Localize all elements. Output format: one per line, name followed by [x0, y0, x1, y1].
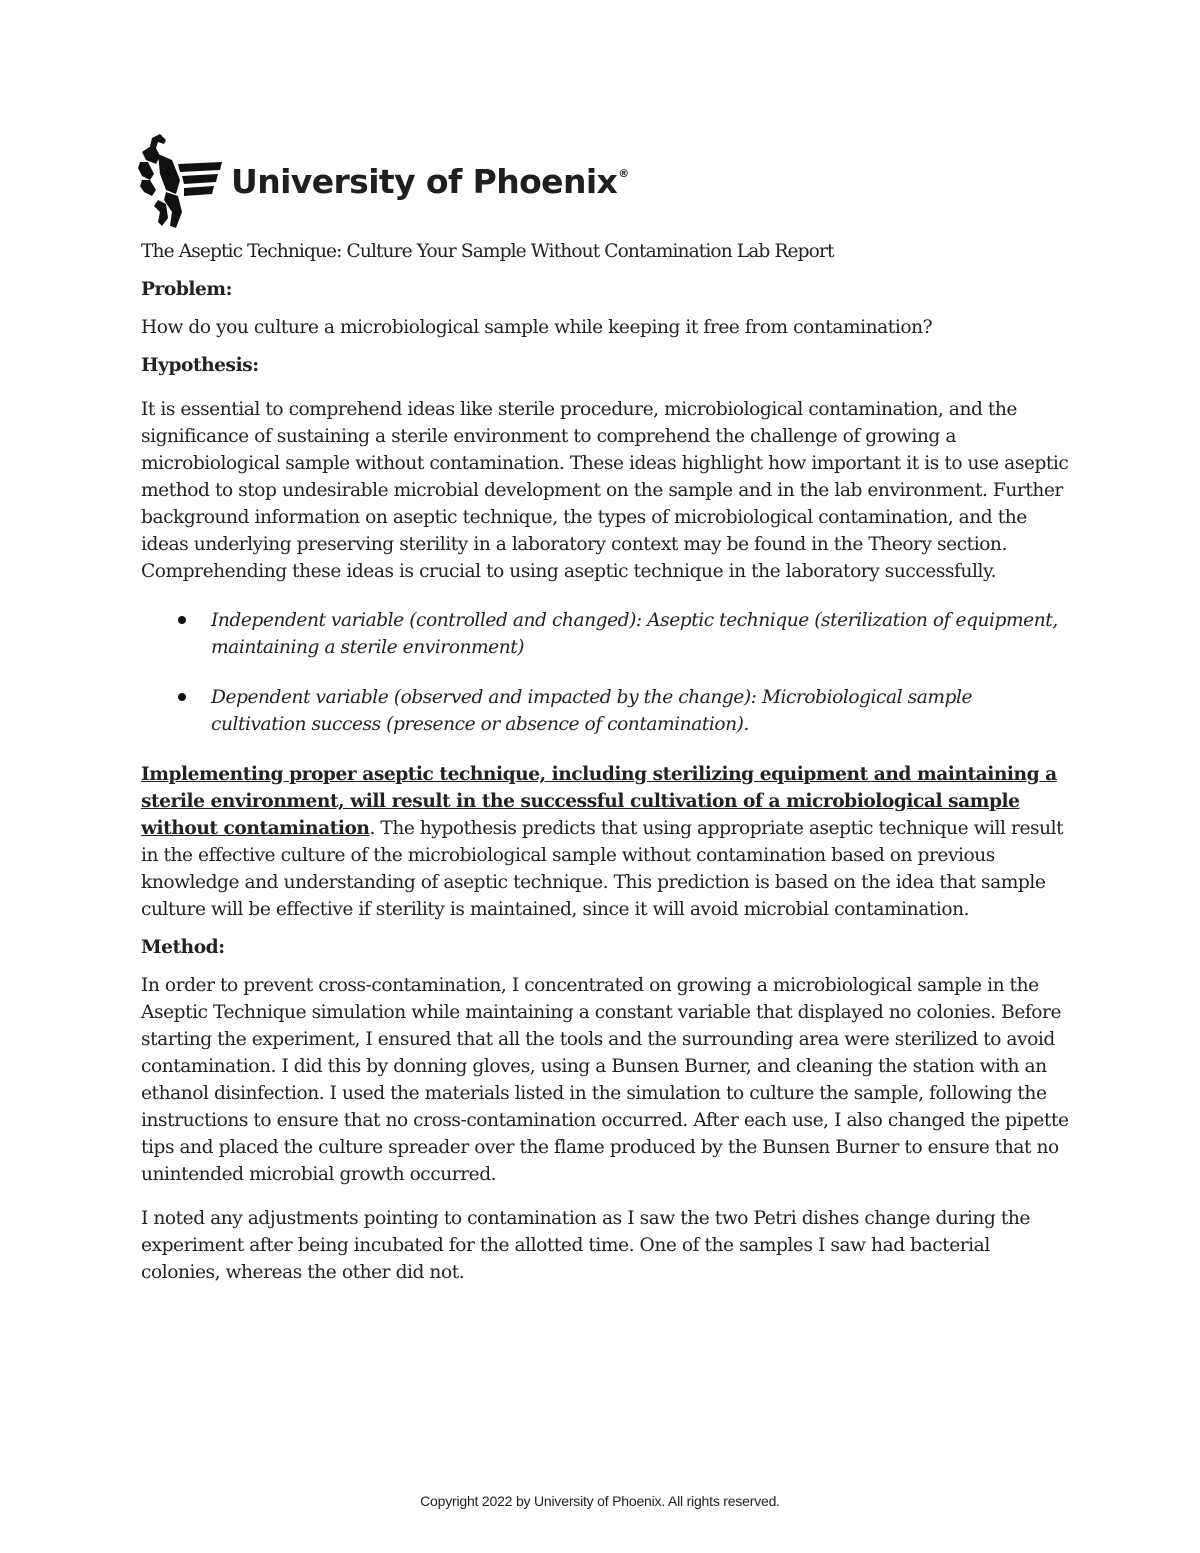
document-title: The Aseptic Technique: Culture Your Sample Without Contamination Lab Report — [141, 241, 834, 262]
problem-heading: Problem: — [141, 279, 233, 300]
university-logo — [138, 134, 629, 234]
hypothesis-heading: Hypothesis: — [141, 355, 259, 376]
method-paragraph-2: I noted any adjustments pointing to contamination as I saw the two Petri dishes change during the experiment after being incubated for the allotted time. One of the samples I saw had bacterial colonies, whereas the other did not. — [141, 1208, 1030, 1283]
list-item — [141, 684, 1071, 738]
variables-list — [141, 607, 1071, 738]
problem-text: How do you culture a microbiological sample while keeping it free from contamination? — [141, 317, 933, 338]
hypothesis-statement-rest: . The hypothesis predicts that using appropriate aseptic technique will result in the effective culture of the microbiological sample without contamination based on previous knowledge and understanding of aseptic technique. This prediction is based on the idea that sample culture will be effective if sterility is maintained, since it will avoid microbial contamination. — [141, 818, 1064, 920]
dependent-variable-text: Dependent variable (observed and impacted by the change): Microbiological sample cultivation success (presence or absence of contamination). — [211, 687, 973, 735]
method-heading: Method: — [141, 937, 225, 958]
registered-mark: ® — [618, 167, 629, 180]
hypothesis-intro: It is essential to comprehend ideas like sterile procedure, microbiological contamination, and the significance of sustaining a sterile environment to comprehend the challenge of growing a microbiological sample without contamination. These ideas highlight how important it is to use aseptic method to stop undesirable microbial development on the sample and in the lab environment. Further background information on aseptic technique, the types of microbiological contamination, and the ideas underlying preserving sterility in a laboratory context may be found in the Theory section. Comprehending these ideas is crucial to using aseptic technique in the laboratory successfully. — [141, 399, 1069, 582]
list-item — [141, 607, 1071, 661]
independent-variable-text: Independent variable (controlled and changed): Aseptic technique (sterilization of equipment, maintaining a sterile environment) — [211, 610, 1058, 658]
copyright-footer: Copyright 2022 by University of Phoenix. All rights reserved. — [420, 1493, 780, 1509]
phoenix-bird-icon — [138, 134, 222, 230]
document-body — [141, 238, 1071, 1297]
hypothesis-statement-bold: Implementing proper aseptic technique, including sterilizing equipment and maintaining a sterile environment, will result in the successful cultivation of a microbiological sample without contamination — [141, 764, 1057, 839]
bullet-icon — [178, 616, 186, 624]
hypothesis-statement — [141, 761, 1071, 923]
logo-wordmark: University of Phoenix® — [231, 162, 629, 201]
bullet-icon — [178, 693, 186, 701]
method-paragraph-1: In order to prevent cross-contamination, I concentrated on growing a microbiological sample in the Aseptic Technique simulation while maintaining a constant variable that displayed no colonies. Before starting the experiment, I ensured that all the tools and the surrounding area were sterilized to avoid contamination. I did this by donning gloves, using a Bunsen Burner, and cleaning the station with an ethanol disinfection. I used the materials listed in the simulation to culture the sample, following the instructions to ensure that no cross-contamination occurred. After each use, I also changed the pipette tips and placed the culture spreader over the flame produced by the Bunsen Burner to ensure that no unintended microbial growth occurred. — [141, 975, 1069, 1185]
